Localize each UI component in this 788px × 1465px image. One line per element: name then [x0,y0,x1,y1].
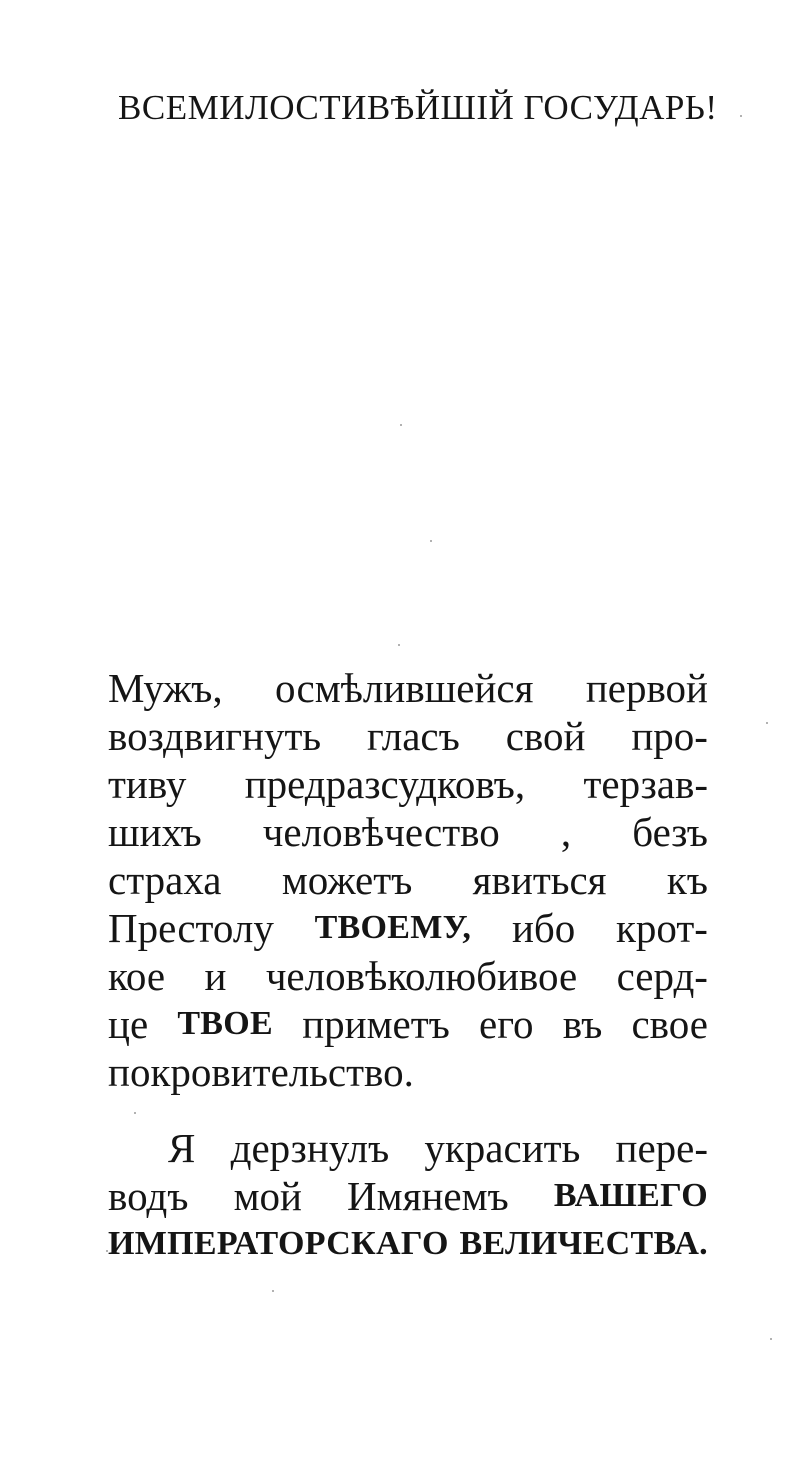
text-line [108,1000,708,1048]
word: кое [108,953,166,999]
word: страха [108,857,222,903]
text-line [108,760,708,808]
word: водъ [108,1173,189,1219]
paper-speck [430,540,432,542]
word: шихъ [108,809,202,855]
word-caps: ВЕЛИЧЕСТВА. [459,1225,708,1262]
word: въ [562,1001,603,1047]
word: человѣколюбивое [265,953,578,999]
word: крот- [616,905,708,951]
text-line [108,808,708,856]
word: це [108,1001,149,1047]
paper-speck [134,1112,136,1114]
word: Престолу [108,905,274,951]
word: покровительство. [108,1049,414,1095]
word: ибо [511,905,576,951]
word: безъ [632,809,708,855]
word: мой [233,1173,302,1219]
word: Я [168,1125,196,1171]
word: явиться [472,857,607,903]
paper-speck [398,644,400,646]
dedication-paragraph-2 [108,1124,708,1268]
word: предразсудковъ, [244,761,526,807]
word-caps: ИМПЕРАТОРСКАГО [108,1225,449,1262]
text-line [108,904,708,952]
word: и [204,953,227,999]
word: приметъ [302,1001,450,1047]
paper-speck [106,1250,108,1252]
word-caps: ТВОЕМУ, [314,909,472,946]
word: тиву [108,761,187,807]
text-line [108,952,708,1000]
word: про- [631,713,708,759]
paper-speck [770,1338,772,1340]
word: Имянемъ [347,1173,509,1219]
paper-speck [766,722,768,724]
word: гласъ [367,713,460,759]
dedication-heading: ВСЕМИЛОСТИВѢЙШІЙ ГОСУДАРЬ! [118,88,718,127]
text-line [108,664,708,712]
text-line [108,856,708,904]
word: , [560,809,572,855]
word: человѣчество [262,809,500,855]
word: осмѣлившейся [275,665,534,711]
word: серд- [616,953,708,999]
dedication-paragraph-1 [108,664,708,1096]
text-line [108,1172,708,1220]
word: пере- [615,1125,708,1171]
word: воздвигнуть [108,713,322,759]
word: можетъ [281,857,413,903]
word: Мужъ, [108,665,223,711]
word: украсить [424,1125,581,1171]
word: его [479,1001,534,1047]
text-line [108,712,708,760]
word: къ [666,857,708,903]
word-caps: ВАШЕГО [553,1177,708,1214]
paper-speck [400,424,402,426]
text-line [108,1048,708,1096]
word: первой [585,665,708,711]
paper-speck [272,1290,274,1292]
word: свой [505,713,586,759]
paper-speck [740,115,742,117]
word: свое [631,1001,708,1047]
text-line [108,1220,708,1268]
word: дерзнулъ [230,1125,390,1171]
word-caps: ТВОЕ [177,1005,274,1042]
word: терзав- [583,761,708,807]
text-line [108,1124,708,1172]
